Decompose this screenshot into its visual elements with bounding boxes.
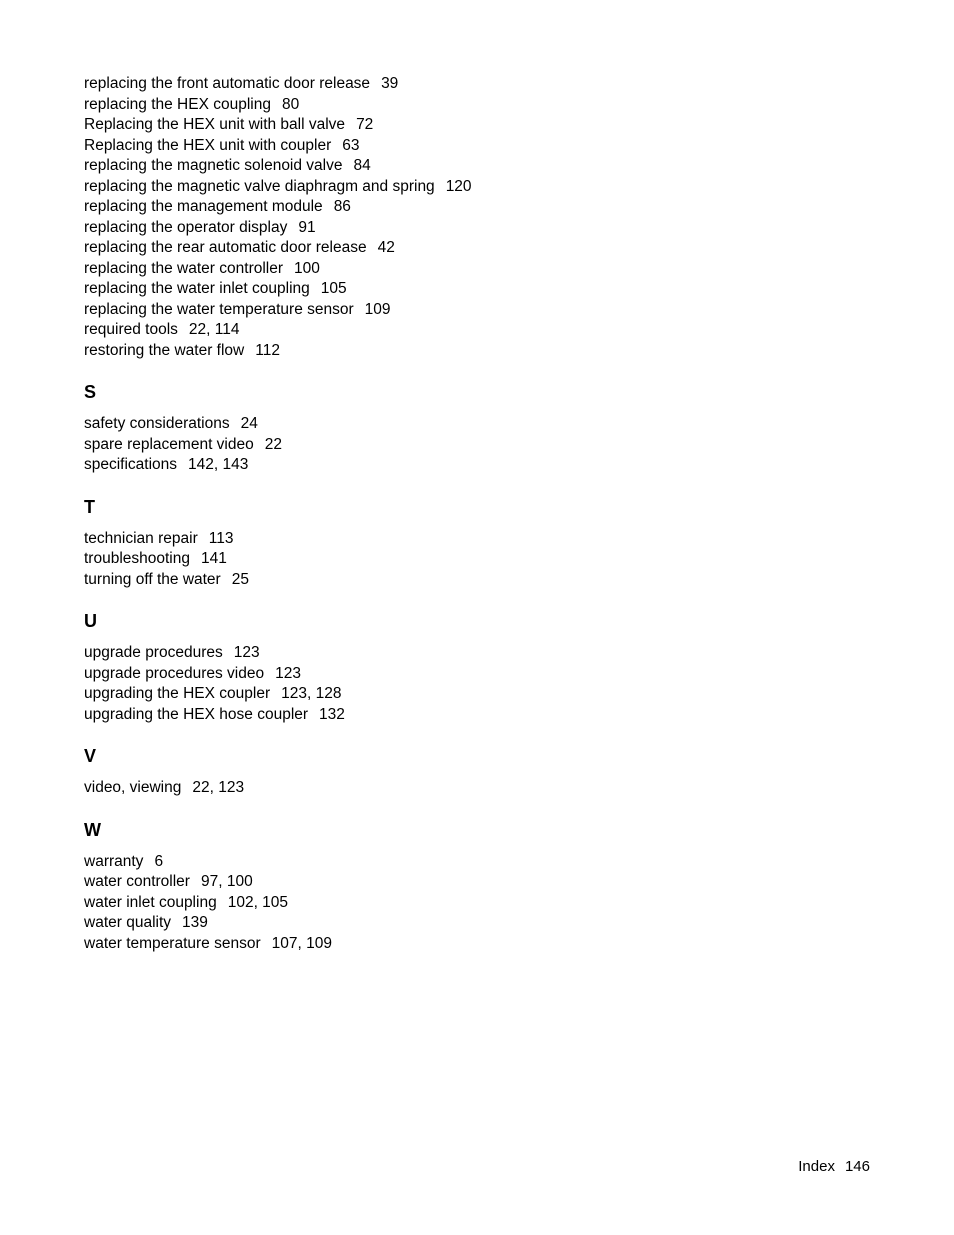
- page-reference[interactable]: 42: [377, 239, 395, 256]
- page-reference[interactable]: 109: [364, 300, 391, 318]
- page-reference[interactable]: 91: [298, 218, 316, 236]
- index-entry: replacing the rear automatic door release 42: [84, 239, 395, 256]
- index-entry: upgrade procedures video 123: [84, 664, 301, 682]
- index-entry: replacing the management module 86: [84, 198, 351, 215]
- page-reference[interactable]: 6: [154, 852, 164, 870]
- page-reference[interactable]: 132: [319, 705, 345, 723]
- index-entry: upgrading the HEX coupler 123, 128: [84, 685, 342, 702]
- page-reference[interactable]: 97, 100: [200, 873, 253, 890]
- index-section: [84, 745, 504, 799]
- index-entry: replacing the water temperature sensor 109: [84, 300, 391, 318]
- footer-page-number: 146: [844, 1158, 870, 1175]
- index-entry: technician repair 113: [84, 529, 234, 547]
- page-reference[interactable]: 120: [445, 177, 472, 195]
- index-section: [84, 819, 504, 955]
- index-section: [84, 610, 504, 725]
- page-reference[interactable]: 107, 109: [271, 934, 332, 952]
- page-reference[interactable]: 86: [333, 198, 351, 215]
- index-entry: water inlet coupling 102, 105: [84, 893, 289, 911]
- page-reference[interactable]: 72: [356, 116, 374, 133]
- page-reference[interactable]: 25: [231, 570, 249, 588]
- page-reference[interactable]: 39: [381, 75, 399, 92]
- section-letter: U: [84, 611, 97, 631]
- index-column: [84, 74, 504, 954]
- page-reference[interactable]: 142, 143: [188, 456, 249, 473]
- index-entry: warranty 6: [84, 852, 164, 870]
- page-reference[interactable]: 22: [264, 435, 282, 453]
- index-entry: Replacing the HEX unit with ball valve 72: [84, 116, 374, 133]
- section-letter: T: [84, 496, 95, 517]
- page-reference[interactable]: 24: [240, 415, 258, 432]
- page-reference[interactable]: 123: [233, 644, 260, 661]
- index-entry: spare replacement video 22: [84, 435, 282, 453]
- page-reference[interactable]: 102, 105: [227, 893, 289, 911]
- index-entry: replacing the magnetic solenoid valve 84: [84, 157, 371, 174]
- page-reference[interactable]: 100: [294, 259, 320, 277]
- index-entry: video, viewing 22, 123: [84, 779, 245, 796]
- index-entry: replacing the water controller 100: [84, 259, 320, 277]
- page-reference[interactable]: 80: [281, 95, 300, 113]
- page-reference[interactable]: 123: [275, 664, 301, 682]
- section-letter: W: [84, 819, 101, 840]
- section-letter: S: [84, 382, 97, 402]
- page-footer: [798, 1157, 870, 1177]
- index-entry: troubleshooting 141: [84, 550, 227, 567]
- index-entry: replacing the HEX coupling 80: [84, 95, 300, 113]
- page-reference[interactable]: 22, 114: [188, 321, 240, 338]
- index-entry: specifications 142, 143: [84, 456, 249, 473]
- index-entry: water quality 139: [84, 914, 208, 931]
- index-entry: water controller 97, 100: [84, 873, 253, 890]
- index-entry: upgrading the HEX hose coupler 132: [84, 705, 345, 723]
- index-entry: required tools 22, 114: [84, 321, 240, 338]
- footer-label: Index: [798, 1158, 835, 1175]
- index-entry: upgrade procedures 123: [84, 644, 260, 661]
- index-entry: replacing the operator display 91: [84, 218, 316, 236]
- page-reference[interactable]: 139: [182, 914, 208, 931]
- index-entry: replacing the magnetic valve diaphragm and spring 120: [84, 177, 472, 195]
- page-reference[interactable]: 105: [320, 280, 347, 297]
- page-reference[interactable]: 22, 123: [192, 779, 245, 796]
- index-section: [84, 496, 504, 591]
- page-reference[interactable]: 112: [255, 341, 280, 359]
- index-entry: replacing the front automatic door release 39: [84, 75, 399, 92]
- section-letter: V: [84, 746, 97, 766]
- index-section: [84, 74, 504, 361]
- index-entry: safety considerations 24: [84, 415, 258, 432]
- index-entry: replacing the water inlet coupling 105: [84, 280, 347, 297]
- index-entry: turning off the water 25: [84, 570, 249, 588]
- index-entry: Replacing the HEX unit with coupler 63: [84, 136, 360, 154]
- page-reference[interactable]: 84: [353, 157, 371, 174]
- index-entry: restoring the water flow 112: [84, 341, 280, 359]
- page-reference[interactable]: 63: [342, 136, 360, 154]
- page-reference[interactable]: 123, 128: [281, 685, 342, 702]
- index-entry: water temperature sensor 107, 109: [84, 934, 332, 952]
- page-reference[interactable]: 141: [201, 550, 227, 567]
- page-reference[interactable]: 113: [208, 529, 234, 547]
- index-section: [84, 381, 504, 476]
